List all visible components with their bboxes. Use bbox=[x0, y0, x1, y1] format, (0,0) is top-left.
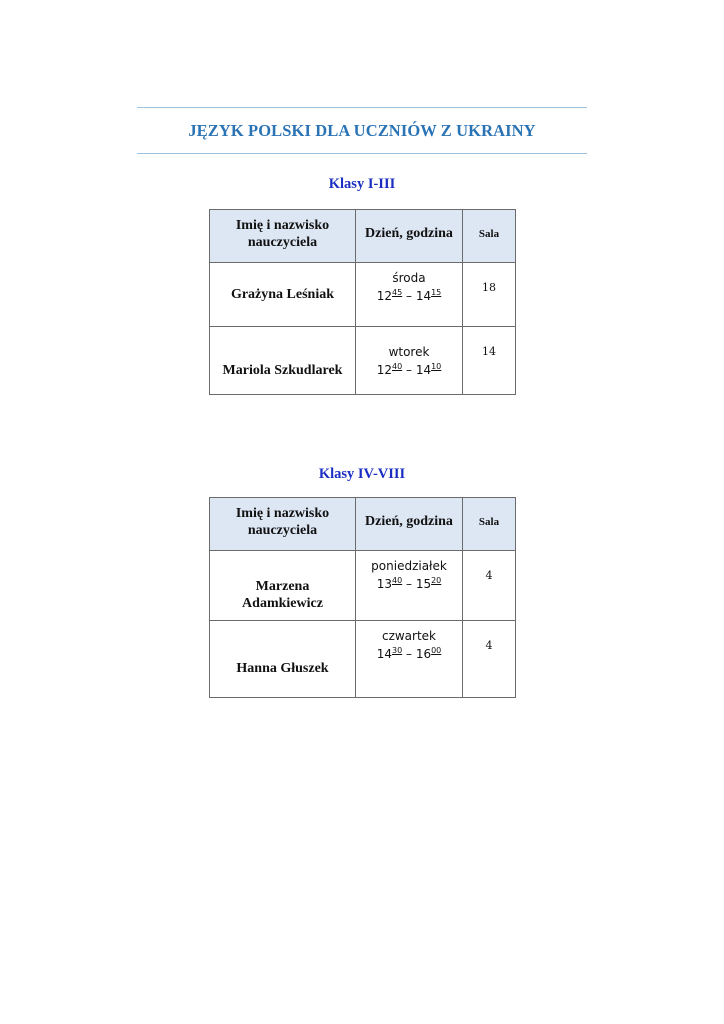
room-number: 18 bbox=[463, 263, 516, 327]
weekday: wtorek bbox=[388, 345, 430, 359]
day-time-cell bbox=[356, 263, 463, 327]
time-range: $12^{45} - 14^{15}$ bbox=[376, 288, 442, 303]
header-teacher-name: Imię i nazwisko nauczyciela bbox=[210, 498, 356, 551]
teacher-name: Grażyna Leśniak bbox=[210, 263, 356, 327]
weekday: czwartek bbox=[381, 629, 437, 643]
teacher-name: Mariola Szkudlarek bbox=[210, 327, 356, 395]
day-time-cell bbox=[356, 327, 463, 395]
table-header-row bbox=[210, 210, 516, 263]
header-room: Sala bbox=[463, 210, 516, 263]
time-range: $13^{40} - 15^{20}$ bbox=[376, 576, 442, 591]
day-time-cell bbox=[356, 551, 463, 621]
schedule-table-klasy-4-8 bbox=[209, 497, 516, 698]
room-number: 4 bbox=[463, 621, 516, 698]
weekday: środa bbox=[392, 271, 426, 285]
schedule-table-klasy-1-3 bbox=[209, 209, 516, 395]
time-range: $12^{40} - 14^{10}$ bbox=[376, 362, 442, 377]
header-day-time: Dzień, godzina bbox=[356, 498, 463, 551]
room-number: 14 bbox=[463, 327, 516, 395]
teacher-name: Marzena Adamkiewicz bbox=[210, 551, 356, 621]
weekday: poniedziałek bbox=[371, 559, 447, 573]
time-range: $14^{30} - 16^{00}$ bbox=[376, 646, 442, 661]
table-row bbox=[210, 621, 516, 698]
table-row bbox=[210, 327, 516, 395]
day-time-cell bbox=[356, 621, 463, 698]
section-title-klasy-1-3: Klasy I-III bbox=[328, 176, 396, 192]
section-title-klasy-4-8: Klasy IV-VIII bbox=[318, 466, 406, 482]
header-teacher-name: Imię i nazwisko nauczyciela bbox=[210, 210, 356, 263]
room-number: 4 bbox=[463, 551, 516, 621]
title-rule-top bbox=[137, 107, 587, 108]
teacher-name: Hanna Głuszek bbox=[210, 621, 356, 698]
table-row bbox=[210, 551, 516, 621]
table-header-row bbox=[210, 498, 516, 551]
header-day-time: Dzień, godzina bbox=[356, 210, 463, 263]
document-title: JĘZYK POLSKI DLA UCZNIÓW Z UKRAINY bbox=[188, 121, 536, 140]
title-rule-bottom bbox=[137, 153, 587, 154]
header-room: Sala bbox=[463, 498, 516, 551]
table-row bbox=[210, 263, 516, 327]
